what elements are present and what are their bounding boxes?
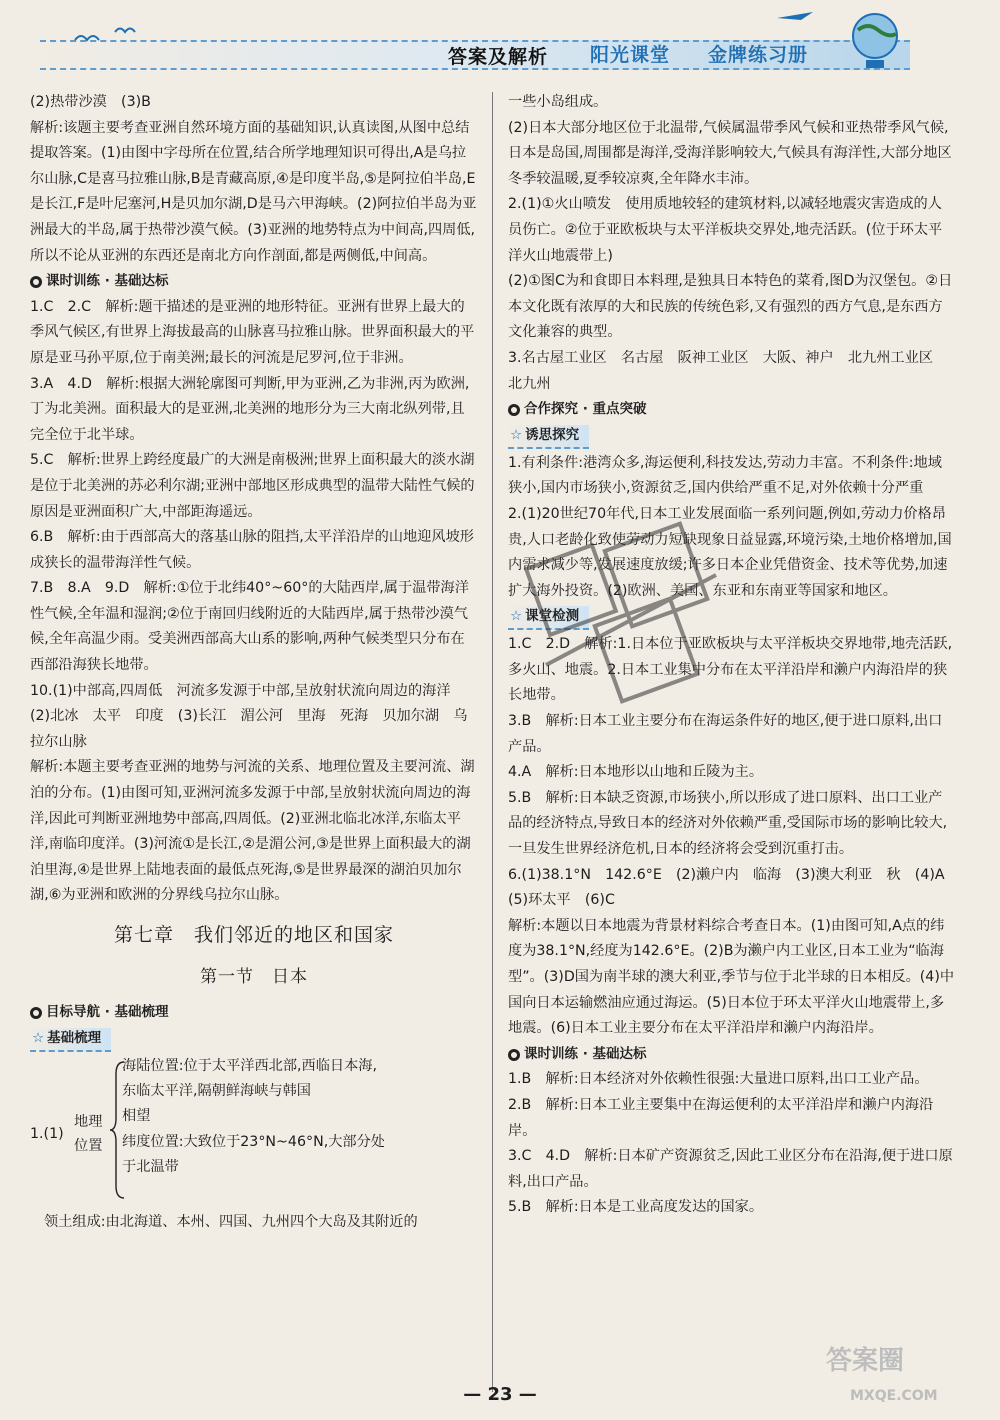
section-heading: 合作探究 · 重点突破 — [508, 397, 956, 423]
outline-term: 位置 — [74, 1137, 103, 1154]
brace-outline — [30, 1054, 478, 1210]
outline-term: 地理 — [74, 1113, 103, 1130]
left-column — [30, 90, 478, 1235]
answer-item: 10.(1)中部高,四周低 河流多发源于中部,呈放射状流向周边的海洋 (2)北冰 太平 印度 (3)长江 湄公河 里海 死海 贝加尔湖 乌拉尔山脉 — [30, 682, 468, 750]
analysis-paragraph: 解析:该题主要考查亚洲自然环境方面的基础知识,认真读图,从图中总结提取答案。(1)由图中字母所在位置,结合所学地理知识可得出,A是乌拉尔山脉,C是喜马拉雅山脉,B是青藏高原,④是印度半岛,⑤是阿拉伯半岛,E是长江,F是叶尼塞河,H是贝加尔湖,D是马六甲海峡。(2)阿拉伯半岛为亚洲最大的半岛,属于热带沙漠气候。(3)亚洲的地势特点为中间高,四周低,所以不论从亚洲的东西还是南北方向作剖面,都是两侧低,中间高。 — [30, 119, 477, 264]
subsection-tag: ☆ 基础梳理 — [30, 1028, 111, 1052]
birds-icon — [70, 20, 160, 50]
answer-item: 5.B 解析:日本是工业高度发达的国家。 — [508, 1199, 764, 1216]
page-header — [0, 0, 1000, 82]
globe-icon — [840, 4, 910, 74]
answer-item: 3.B 解析:日本工业主要分布在海运条件好的地区,便于进口原料,出口产品。 — [508, 713, 943, 755]
answer-item: 5.B 解析:日本缺乏资源,市场狭小,所以形成了进口原料、出口工业产品的经济特点,导致日本的经济对外依赖严重,受国际市场的影响比较大,一旦发生世界经济危机,日本的经济将会受到沉重打击。 — [508, 789, 948, 858]
section-bullet-icon — [30, 276, 42, 288]
answer-item: 2.(1)①火山喷发 使用质地较轻的建筑材料,以减轻地震灾害造成的人员伤亡。②位于亚欧板块与太平洋板块交界处,地壳活跃。(位于环太平洋火山地震带上) — [508, 196, 943, 264]
answer-item: 1.C 2.C 解析:题干描述的是亚洲的地形特征。亚洲有世界上最大的季风气候区,有世界上海拔最高的山脉喜马拉雅山脉。世界面积最大的平原是亚马孙平原,位于南美洲;最长的河流是尼罗河,位于非洲。 — [30, 298, 475, 366]
chapter-title: 第七章 我们邻近的地区和国家 — [113, 924, 394, 946]
answer-item: 6.B 解析:由于西部高大的落基山脉的阻挡,太平洋沿岸的山地迎风坡形成狭长的温带海洋性气候。 — [30, 529, 474, 571]
stamp-icon — [516, 515, 736, 705]
outline-text: 相望 — [122, 1107, 151, 1124]
outline-text: 于北温带 — [122, 1158, 179, 1175]
outline-text: 领土组成:由北海道、本州、四国、九州四个大岛及其附近的 — [44, 1213, 418, 1230]
star-icon: ☆ — [32, 1029, 45, 1046]
watermark-logo: 答案圈 — [826, 1346, 905, 1376]
subsection-tag: ☆ 诱思探究 — [508, 425, 589, 449]
section-title: 第一节 日本 — [200, 966, 308, 987]
section-heading: 课时训练 · 基础达标 — [30, 269, 478, 295]
outline-number: 1.(1) — [30, 1125, 64, 1142]
answer-item: 2.(1)20世纪70年代,日本工业发展面临一系列问题,例如,劳动力价格昂贵,人口老龄化致使劳动力短缺现象日益显露,环境污染,土地价格增加,国内需求减少等,发展速度放缓;许多日本企业凭借资金、技术等优势,加速扩大海外投资。(2)欧洲、美国、东亚和东南亚等国家和地区。 — [508, 505, 952, 599]
header-title: 答案及解析 — [448, 46, 549, 68]
header-brand: 阳光课堂 — [590, 44, 671, 66]
section-bullet-icon — [30, 1007, 42, 1019]
answer-line: (2)热带沙漠 (3)B — [30, 94, 151, 110]
answer-item: 1.C 2.D 解析:1.日本位于亚欧板块与太平洋板块交界地带,地壳活跃,多火山、地震。2.日本工业集中分布在太平洋沿岸和濑户内海沿岸的狭长地带。 — [508, 636, 953, 704]
outline-text: 纬度位置:大致位于23°N~46°N,大部分处 — [122, 1133, 385, 1150]
answer-item: 6.(1)38.1°N 142.6°E (2)濑户内 临海 (3)澳大利亚 秋 (4)A (5)环太平 (6)C — [508, 866, 959, 909]
section-heading: 课时训练 · 基础达标 — [508, 1042, 956, 1068]
subsection-tag: ☆ 课堂检测 — [508, 606, 589, 630]
section-bullet-icon — [508, 404, 520, 416]
page-number: — 23 — — [463, 1384, 537, 1405]
answer-item: (2)日本大部分地区位于北温带,气候属温带季风气候和亚热带季风气候,日本是岛国,周围都是海洋,受海洋影响较大,气候具有海洋性,大部分地区冬季较温暖,夏季较凉爽,全年降水丰沛。 — [508, 119, 952, 187]
answer-item: (2)①图C为和食即日本料理,是独具日本特色的菜肴,图D为汉堡包。②日本文化既有浓厚的大和民族的传统色彩,又有强烈的西方气息,是东西方文化兼容的典型。 — [508, 273, 953, 341]
plane-icon — [775, 6, 815, 28]
answer-item: 4.A 解析:日本地形以山地和丘陵为主。 — [508, 764, 764, 781]
answer-item: 3.C 4.D 解析:日本矿产资源贫乏,因此工业区分布在沿海,便于进口原料,出口产品。 — [508, 1148, 953, 1190]
column-divider — [492, 92, 493, 1392]
star-icon: ☆ — [510, 426, 523, 443]
analysis-paragraph: 解析:本题以日本地震为背景材料综合考查日本。(1)由图可知,A点的纬度为38.1°N,经度为142.6°E。(2)B为濑户内工业区,日本工业为“临海型”。(3)D国为南半球的澳大利亚,季节与位于北半球的日本相反。(4)中国向日本运输燃油应通过海运。(5)日本位于环太平洋火山地震带上,多地震。(6)日本工业主要分布在太平洋沿岸和濑户内海沿岸。 — [508, 917, 955, 1037]
answer-item: 5.C 解析:世界上跨经度最广的大洲是南极洲;世界上面积最大的淡水湖是位于北美洲的苏必利尔湖;亚洲中部地区形成典型的温带大陆性气候的原因是亚洲面积广大,中部距海遥远。 — [30, 452, 475, 520]
analysis-paragraph: 解析:本题主要考查亚洲的地势与河流的关系、地理位置及主要河流、湖泊的分布。(1)由图可知,亚洲河流多发源于中部,呈放射状流向周边的海洋,因此可判断亚洲地势中部高,四周低。(2)亚洲北临北冰洋,东临太平洋,南临印度洋。(3)河流①是长江,②是湄公河,③是世界上面积最大的湖泊里海,④是世界上陆地表面的最低点死海,⑤是世界最深的湖泊贝加尔湖,⑥为亚洲和欧洲的分界线乌拉尔山脉。 — [30, 759, 475, 904]
answer-item: 7.B 8.A 9.D 解析:①位于北纬40°~60°的大陆西岸,属于温带海洋性气候,全年温和湿润;②位于南回归线附近的大陆西岸,属于热带沙漠气候,全年高温少雨。受美洲西部高大山系的影响,两种气候类型只分布在西部沿海狭长地带。 — [30, 580, 469, 674]
answer-item: 2.B 解析:日本工业主要集中在海运便利的太平洋沿岸和濑户内海沿岸。 — [508, 1096, 934, 1139]
outline-text: 东临太平洋,隔朝鲜海峡与韩国 — [122, 1082, 311, 1099]
answer-item: 3.A 4.D 解析:根据大洲轮廓图可判断,甲为亚洲,乙为非洲,丙为欧洲,丁为北美洲。面积最大的是亚洲,北美洲的地形分为三大南北纵列带,且完全位于北半球。 — [30, 375, 470, 443]
star-icon: ☆ — [510, 608, 523, 625]
answer-item: 1.B 解析:日本经济对外依赖性很强:大量进口原料,出口工业产品。 — [508, 1071, 929, 1088]
answer-item: 3.名古屋工业区 名古屋 阪神工业区 大阪、神户 北九州工业区 北九州 — [508, 349, 948, 392]
watermark-url: MXQE.COM — [850, 1388, 938, 1404]
section-bullet-icon — [508, 1049, 520, 1061]
answer-line: 一些小岛组成。 — [508, 94, 608, 110]
header-brand-sub: 金牌练习册 — [708, 44, 809, 66]
section-heading: 目标导航 · 基础梳理 — [30, 1000, 478, 1026]
answer-item: 1.有利条件:港湾众多,海运便利,科技发达,劳动力丰富。不利条件:地域狭小,国内市场狭小,资源贫乏,国内供给严重不足,对外依赖十分严重 — [508, 454, 942, 497]
outline-text: 海陆位置:位于太平洋西北部,西临日本海, — [122, 1057, 377, 1074]
